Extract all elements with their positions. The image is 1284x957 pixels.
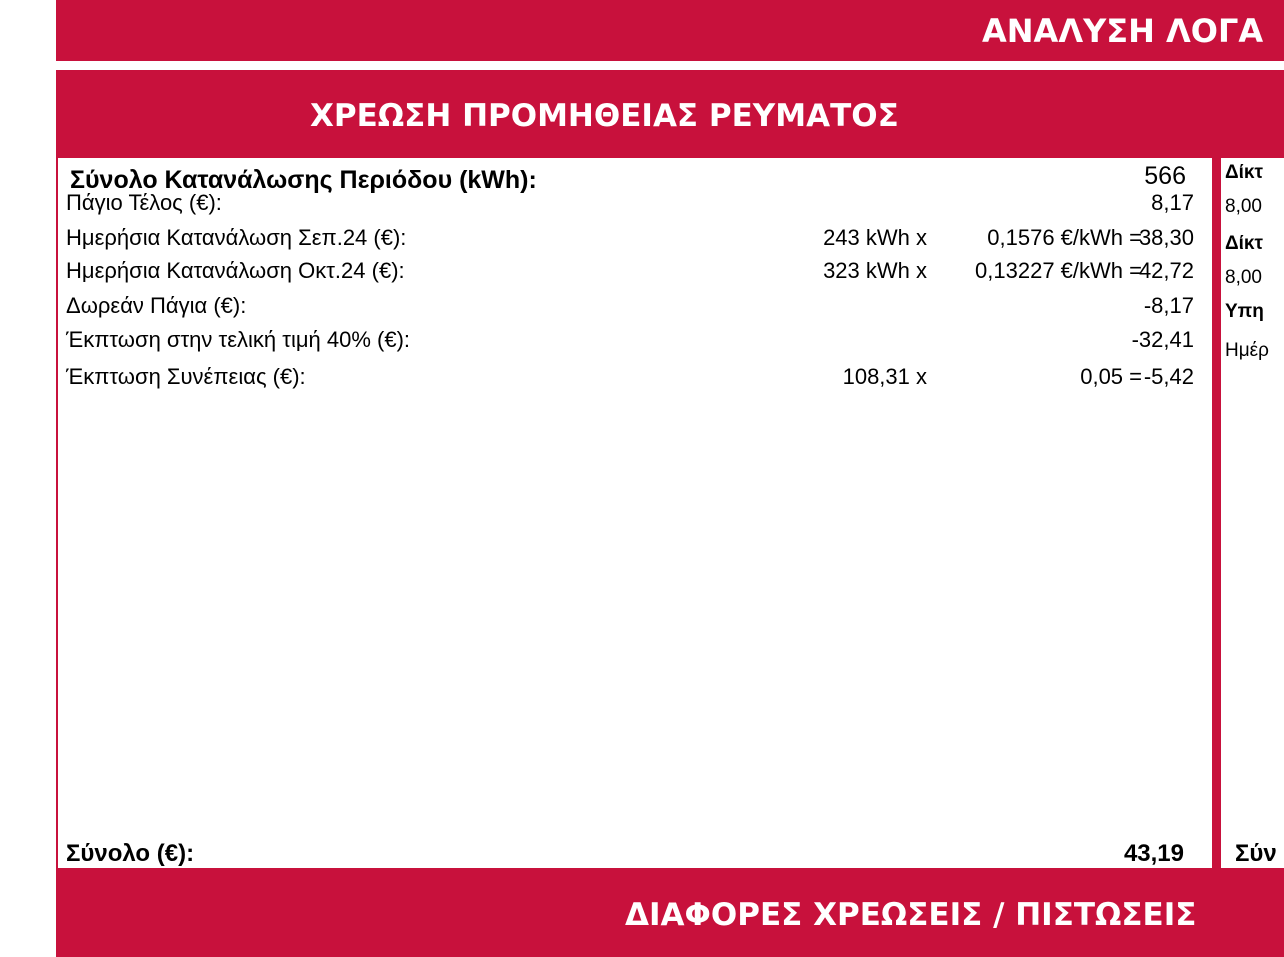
supply-heading: ΧΡΕΩΣΗ ΠΡΟΜΗΘΕΙΑΣ ΡΕΥΜΑΤΟΣ: [310, 98, 899, 134]
charge-row: [58, 293, 1212, 329]
charge-amount: -32,41: [1131, 327, 1194, 352]
network-total-label: Σύν: [1235, 840, 1277, 867]
charge-row: [58, 190, 1212, 226]
charge-label: Έκπτωση στην τελική τιμή 40% (€):: [66, 327, 411, 352]
charge-row: [58, 364, 1212, 400]
supply-total-value: 43,19: [1123, 840, 1184, 867]
network-line: 8,00: [1225, 267, 1262, 288]
charge-label: Έκπτωση Συνέπειας (€):: [66, 364, 306, 389]
charge-quantity: 108,31 x: [842, 364, 927, 389]
network-line: Δίκτ: [1225, 162, 1264, 183]
charge-row: [58, 225, 1212, 261]
supply-panel: [58, 158, 1212, 868]
top-banner: [56, 0, 1284, 61]
charge-label: Πάγιο Τέλος (€):: [66, 190, 222, 215]
charge-amount: 42,72: [1138, 258, 1194, 283]
supply-total-label: Σύνολο (€):: [66, 840, 195, 867]
charge-label: Δωρεάν Πάγια (€):: [66, 293, 247, 318]
charge-label: Ημερήσια Κατανάλωση Σεπ.24 (€):: [66, 225, 407, 250]
charge-quantity: 323 kWh x: [823, 258, 927, 283]
charge-label: Ημερήσια Κατανάλωση Οκτ.24 (€):: [66, 258, 405, 283]
charge-amount: 38,30: [1138, 225, 1194, 250]
consumption-label: Σύνολο Κατανάλωσης Περιόδου (kWh):: [70, 166, 537, 194]
charge-row: [58, 258, 1212, 294]
charge-amount: -8,17: [1143, 293, 1194, 318]
charge-rate: 0,05 =: [1080, 364, 1142, 389]
page-title: ΑΝΑΛΥΣΗ ΛΟΓΑ: [982, 12, 1264, 50]
network-line: Ημέρ: [1225, 340, 1269, 361]
network-line: 8,00: [1225, 196, 1262, 217]
network-panel: [1221, 158, 1284, 868]
charge-quantity: 243 kWh x: [823, 225, 927, 250]
charge-rate: 0,1576 €/kWh =: [987, 225, 1142, 250]
charge-rate: 0,13227 €/kWh =: [975, 258, 1142, 283]
charge-row: [58, 327, 1212, 363]
network-line: Δίκτ: [1225, 233, 1264, 254]
consumption-value: 566: [1144, 162, 1186, 190]
network-line: Υπη: [1225, 301, 1264, 322]
charge-amount: -5,42: [1143, 364, 1194, 389]
charge-amount: 8,17: [1151, 190, 1194, 215]
other-charges-heading: ΔΙΑΦΟΡΕΣ ΧΡΕΩΣΕΙΣ / ΠΙΣΤΩΣΕΙΣ: [625, 897, 1197, 933]
